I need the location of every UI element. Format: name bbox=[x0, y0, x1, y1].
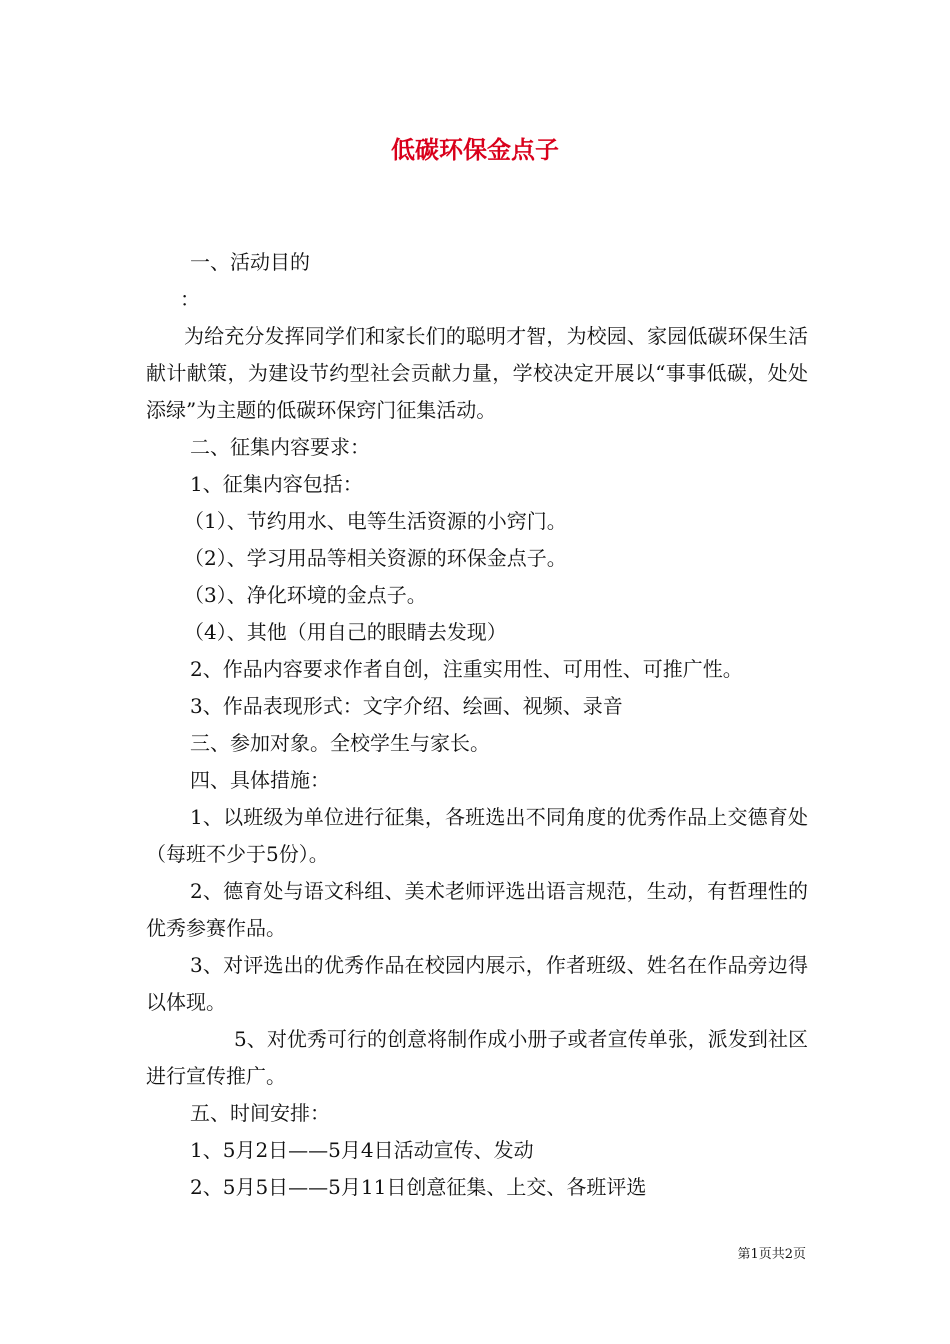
list-item: 2、作品内容要求作者自创，注重实用性、可用性、可推广性。 bbox=[190, 657, 743, 681]
section-heading-participants: 三、参加对象。全校学生与家长。 bbox=[190, 731, 490, 755]
list-item: （1）、节约用水、电等生活资源的小窍门。 bbox=[184, 509, 567, 533]
paragraph-intro: 为给充分发挥同学们和家长们的聪明才智，为校园、家园低碳环保生活献计献策，为建设节约型社会贡献力量，学校决定开展以“事事低碳，处处添绿”为主题的低碳环保窍门征集活动。 bbox=[146, 324, 808, 422]
schedule-item: 2、5月5日——5月11日创意征集、上交、各班评选 bbox=[190, 1175, 647, 1199]
list-item: 1、征集内容包括： bbox=[190, 472, 363, 496]
paragraph-measure: 5、对优秀可行的创意将制作成小册子或者宣传单张，派发到社区进行宣传推广。 bbox=[146, 1027, 808, 1088]
page-number: 第1页共2页 bbox=[737, 1247, 806, 1262]
list-item: （4）、其他（用自己的眼睛去发现） bbox=[184, 620, 507, 644]
section-heading-requirements: 二、征集内容要求： bbox=[190, 435, 370, 459]
section-heading-purpose: 一、活动目的 bbox=[190, 250, 310, 274]
document-body bbox=[146, 244, 808, 1206]
paragraph-measure: 1、以班级为单位进行征集，各班选出不同角度的优秀作品上交德育处（每班不少于5份）。 bbox=[146, 805, 808, 866]
paragraph-measure: 3、对评选出的优秀作品在校园内展示，作者班级、姓名在作品旁边得以体现。 bbox=[146, 953, 808, 1014]
section-heading-schedule: 五、时间安排： bbox=[190, 1101, 330, 1125]
list-item: （2）、学习用品等相关资源的环保金点子。 bbox=[184, 546, 567, 570]
schedule-item: 1、5月2日——5月4日活动宣传、发动 bbox=[190, 1138, 534, 1162]
list-item: （3）、净化环境的金点子。 bbox=[184, 583, 427, 607]
section-heading-measures: 四、具体措施： bbox=[190, 768, 330, 792]
document-title: 低碳环保金点子 bbox=[391, 135, 559, 164]
colon-line: ： bbox=[180, 287, 200, 311]
paragraph-measure: 2、德育处与语文科组、美术老师评选出语言规范，生动，有哲理性的优秀参赛作品。 bbox=[146, 879, 808, 940]
list-item: 3、作品表现形式：文字介绍、绘画、视频、录音 bbox=[190, 694, 623, 718]
